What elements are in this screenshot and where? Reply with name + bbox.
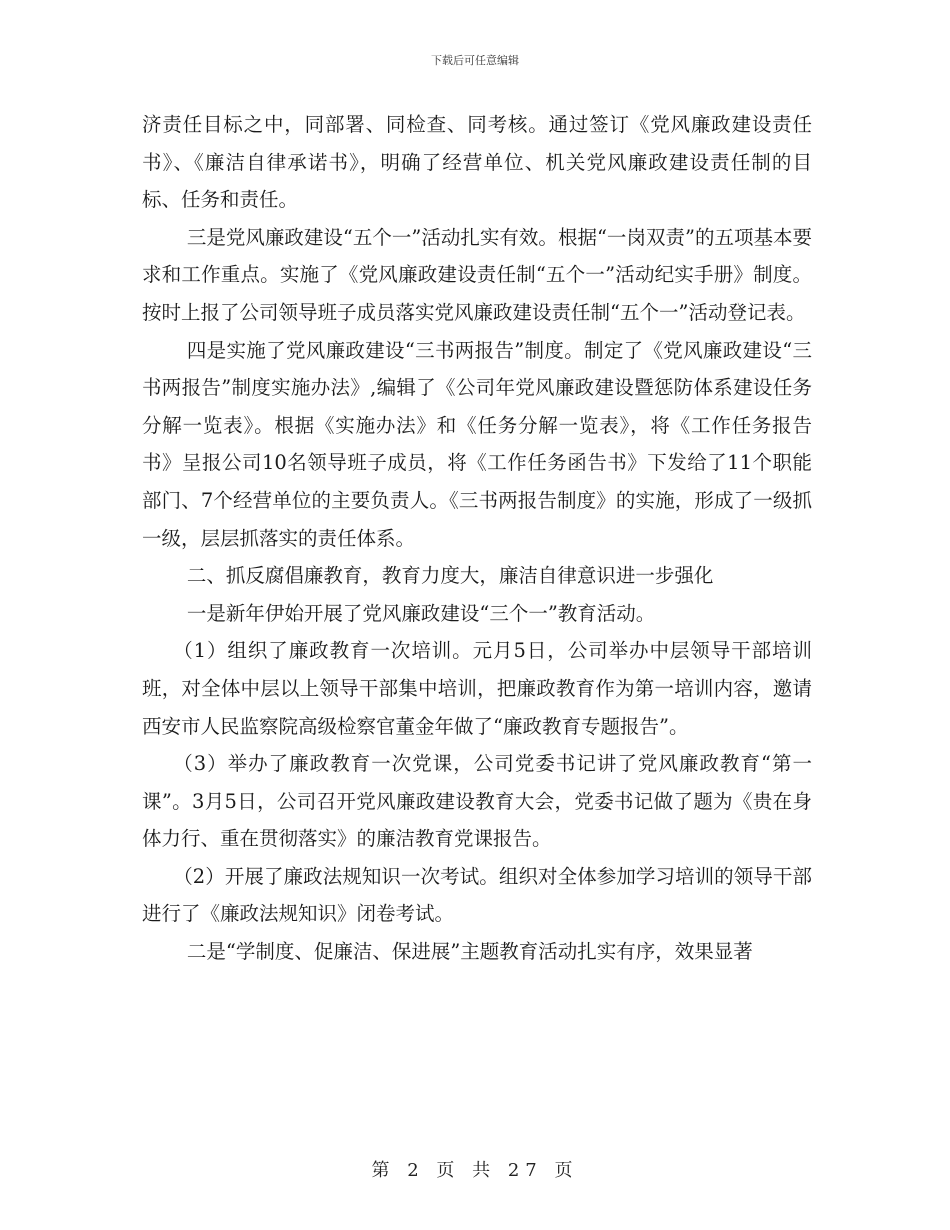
page-number-footer: 第 2 页 共 27 页 (371, 1160, 579, 1181)
paragraph-continuation: 济责任目标之中，同部署、同检查、同考核。通过签订《党风廉政建设责任书》、《廉洁自律承诺书》，明确了经营单位、机关党风廉政建设责任制的目标、任务和责任。 (142, 113, 812, 212)
paragraph-training: （1）组织了廉政教育一次培训。元月5日，公司举办中层领导干部培训班，对全体中层以上领导干部集中培训，把廉政教育作为第一培训内容，邀请西安市人民监察院高级检察官董金年做了“廉政教育专题报告”。 (142, 639, 812, 738)
section-heading-education: 二、抓反腐倡廉教育，教育力度大，廉洁自律意识进一步强化 (186, 564, 714, 588)
paragraph-three-books: 四是实施了党风廉政建设“三书两报告”制度。制定了《党风廉政建设“三书两报告”制度实施办法》,编辑了《公司年党风廉政建设暨惩防体系建设任务分解一览表》。根据《实施办法》和《任务分解一览表》，将《工作任务报告书》呈报公司10名领导班子成员，将《工作任务函告书》下发给了11个职能部门、7个经营单位的主要负责人。《三书两报告制度》的实施，形成了一级抓一级，层层抓落实的责任体系。 (142, 338, 812, 550)
paragraph-three-ones: 一是新年伊始开展了党风廉政建设“三个一”教育活动。 (186, 601, 656, 625)
document-body (142, 106, 812, 971)
page-header: 下载后可任意编辑 (431, 54, 519, 67)
paragraph-party-lesson: （3）举办了廉政教育一次党课，公司党委书记讲了党风廉政教育“第一课”。3月5日，公司召开党风廉政建设教育大会，党委书记做了题为《贵在身体力行、重在贯彻落实》的廉洁教育党课报告。 (142, 752, 812, 851)
paragraph-theme-activity: 二是“学制度、促廉洁、保进展”主题教育活动扎实有序，效果显著 (186, 940, 753, 964)
paragraph-five-ones: 三是党风廉政建设“五个一”活动扎实有效。根据“一岗双责”的五项基本要求和工作重点。实施了《党风廉政建设责任制“五个一”活动纪实手册》制度。按时上报了公司领导班子成员落实党风廉政建设责任制“五个一”活动登记表。 (142, 225, 812, 324)
paragraph-exam: （2）开展了廉政法规知识一次考试。组织对全体参加学习培训的领导干部进行了《廉政法规知识》闭卷考试。 (142, 864, 812, 926)
